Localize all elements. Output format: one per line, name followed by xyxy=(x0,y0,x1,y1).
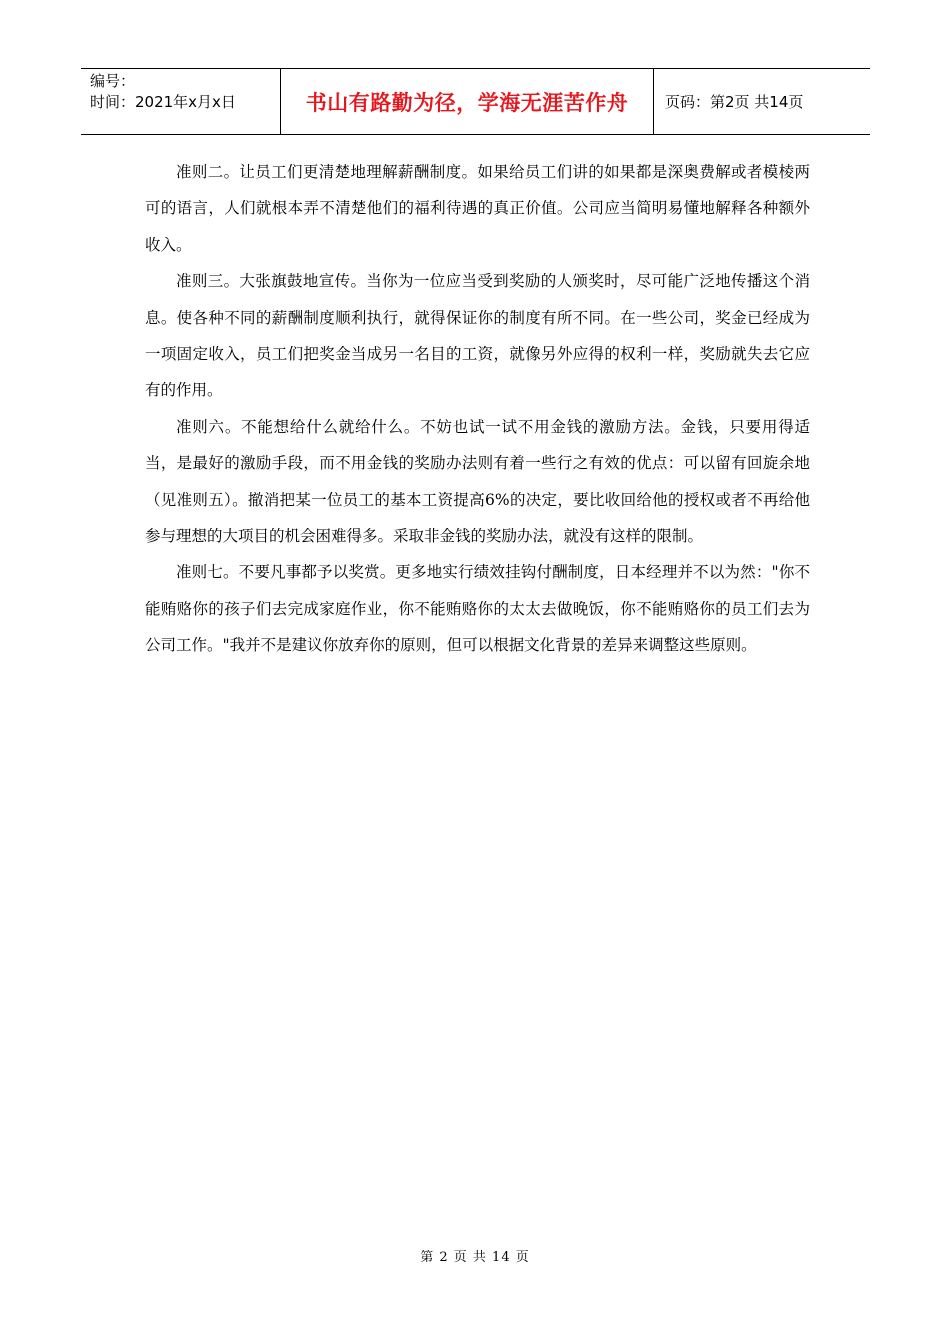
document-body xyxy=(145,154,810,664)
motto: 书山有路勤为径，学海无涯苦作舟 xyxy=(305,90,629,115)
page-footer: 第 2 页 共 14 页 xyxy=(420,1250,530,1265)
paragraph-guideline-6: 准则六。不能想给什么就给什么。不妨也试一试不用金钱的激励方法。金钱，只要用得适当，是最好的激励手段，而不用金钱的奖励办法则有着一些行之有效的优点：可以留有回旋余地（见准则五）。撤消把某一位员工的基本工资提高6%的决定，要比收回给他的授权或者不再给他参与理想的大项目的机会困难得多。采取非金钱的奖励办法，就没有这样的限制。 xyxy=(145,417,810,546)
page-info: 页码：第2页 共14页 xyxy=(665,93,804,111)
paragraph-guideline-2: 准则二。让员工们更清楚地理解薪酬制度。如果给员工们讲的如果都是深奥费解或者模棱两可的语言，人们就根本弄不清楚他们的福利待遇的真正价值。公司应当简明易懂地解释各种额外收入。 xyxy=(145,163,810,254)
code-label: 编号： xyxy=(90,72,136,90)
time-line: 时间：2021年x月x日 xyxy=(90,93,236,111)
header-motto-cell xyxy=(281,69,654,134)
paragraph-guideline-3: 准则三。大张旗鼓地宣传。当你为一位应当受到奖励的人颁奖时，尽可能广泛地传播这个消息。使各种不同的薪酬制度顺利执行，就得保证你的制度有所不同。在一些公司，奖金已经成为一项固定收入，员工们把奖金当成另一名目的工资，就像另外应得的权利一样，奖励就失去它应有的作用。 xyxy=(145,272,810,400)
header-page-cell xyxy=(654,69,870,134)
header-meta xyxy=(81,69,281,134)
paragraph-guideline-7: 准则七。不要凡事都予以奖赏。更多地实行绩效挂钩付酬制度，日本经理并不以为然："你不能贿赂你的孩子们去完成家庭作业，你不能贿赂你的太太去做晚饭，你不能贿赂你的员工们去为公司工作。"我并不是建议你放弃你的原则，但可以根据文化背景的差异来调整这些原则。 xyxy=(145,563,810,655)
page-header xyxy=(81,68,870,135)
